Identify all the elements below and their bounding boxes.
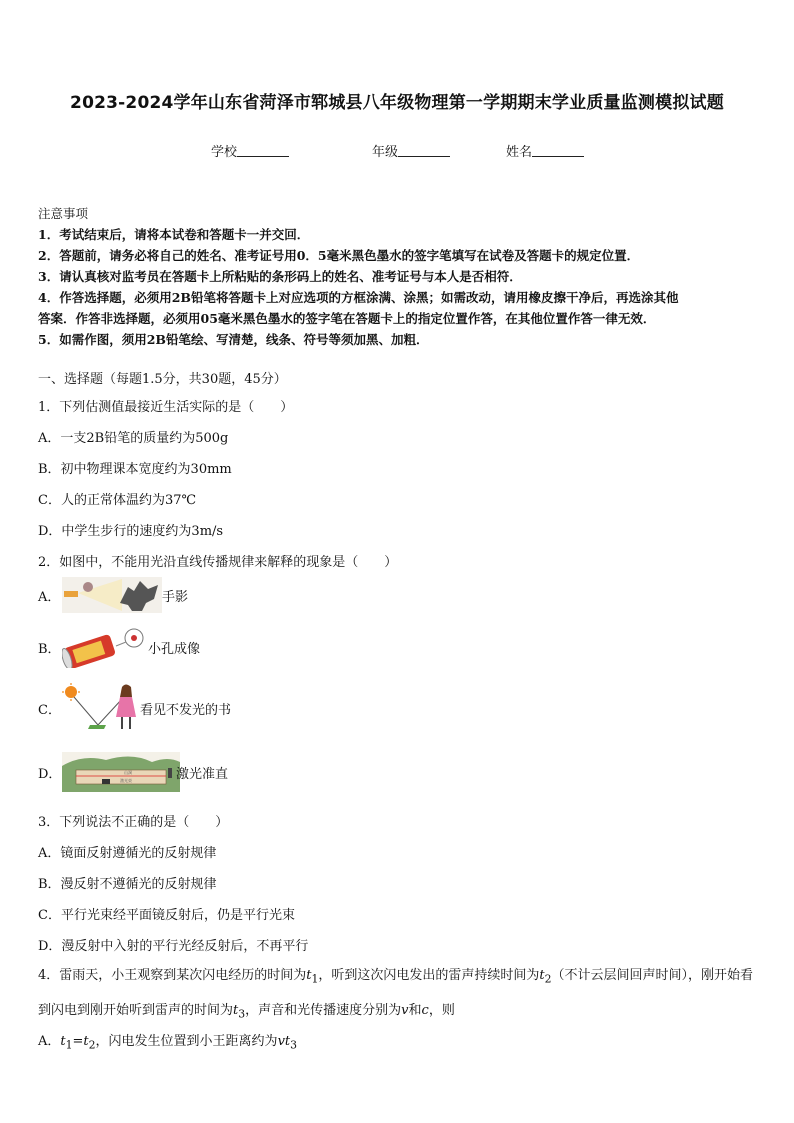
- notes-block: [38, 203, 760, 350]
- section-title: 一、选择题（每题1.5分，共30题，45分）: [38, 372, 287, 387]
- q2-option-c[interactable]: [38, 683, 231, 733]
- note-item: 答案．作答非选择题，必须用05毫米黑色墨水的签字笔在答题卡上的指定位置作答，在其他位置作答一律无效．: [38, 311, 656, 326]
- name-label: 姓名: [506, 145, 533, 160]
- option-text: 看见不发光的书: [140, 702, 232, 718]
- exam-title: 2023-2024学年山东省菏泽市郓城县八年级物理第一学期期末学业质量监测模拟试题: [70, 93, 724, 113]
- notes-heading: 注意事项: [38, 206, 89, 221]
- girl-reading-book-image: [62, 683, 144, 733]
- q3-option-c[interactable]: C．平行光束经平面镜反射后，仍是平行光束: [38, 908, 295, 923]
- q1-option-d[interactable]: D．中学生步行的速度约为3m/s: [38, 524, 224, 539]
- image-label-laser: 激光束: [120, 778, 132, 783]
- image-label-tunnel: 山洞: [124, 770, 132, 775]
- note-item: 1．考试结束后，请将本试卷和答题卡一并交回．: [38, 227, 310, 242]
- note-item: 3．请认真核对监考员在答题卡上所粘贴的条形码上的姓名、准考证号与本人是否相符．: [38, 269, 522, 284]
- q1-stem: 1．下列估测值最接近生活实际的是（ ）: [38, 400, 294, 415]
- option-label: C．: [38, 702, 61, 718]
- q4-option-a[interactable]: A．$t_1=t_2$，闪电发生位置到小王距离约为$vt_3$: [38, 1034, 298, 1052]
- q3-option-a[interactable]: A．镜面反射遵循光的反射规律: [38, 846, 217, 861]
- school-field[interactable]: [211, 141, 289, 160]
- name-field[interactable]: [506, 141, 584, 160]
- q2-option-b[interactable]: [38, 626, 200, 668]
- grade-field[interactable]: [372, 141, 450, 160]
- q3-stem: 3．下列说法不正确的是（ ）: [38, 815, 229, 830]
- q3-option-b[interactable]: B．漫反射不遵循光的反射规律: [38, 877, 217, 892]
- note-item: 5．如需作图，须用2B铅笔绘、写清楚，线条、符号等须加黑、加粗．: [38, 332, 429, 347]
- option-label: A．: [38, 589, 61, 605]
- note-item: 2．答题前，请务必将自己的姓名、准考证号用0．5毫米黑色墨水的签字笔填写在试卷及答题卡的规定位置．: [38, 248, 640, 263]
- option-text: 手影: [162, 589, 189, 605]
- option-label: B．: [38, 641, 61, 657]
- note-item: 4．作答选择题，必须用2B铅笔将答题卡上对应选项的方框涂满、涂黑；如需改动，请用橡皮擦干净后，再选涂其他: [38, 290, 679, 305]
- q3-option-d[interactable]: D．漫反射中入射的平行光经反射后，不再平行: [38, 939, 309, 954]
- option-label: D．: [38, 766, 62, 782]
- q2-option-a[interactable]: [38, 577, 188, 613]
- hand-shadow-image: [62, 577, 162, 613]
- option-text: 小孔成像: [148, 641, 201, 657]
- q2-option-d[interactable]: [38, 752, 228, 792]
- grade-label: 年级: [372, 145, 399, 160]
- q4-stem: 4．雷雨天，小王观察到某次闪电经历的时间为$t_1$，听到这次闪电发出的雷声持续时间为$t_2$（不计云层间回声时间），刚开始看到闪电到刚开始听到雷声的时间为$t_3$，声音和光传播速度分别为v和c，则: [38, 968, 754, 1021]
- laser-tunnel-image: [62, 752, 180, 792]
- option-text: 激光准直: [176, 766, 229, 782]
- q1-option-c[interactable]: C．人的正常体温约为37℃: [38, 493, 197, 508]
- q1-option-a[interactable]: A．一支2B铅笔的质量约为500g: [38, 431, 229, 446]
- q2-stem: 2．如图中，不能用光沿直线传播规律来解释的现象是（ ）: [38, 555, 398, 570]
- school-label: 学校: [211, 145, 238, 160]
- q1-option-b[interactable]: B．初中物理课本宽度约为30mm: [38, 462, 232, 477]
- pinhole-camera-image: [62, 626, 148, 668]
